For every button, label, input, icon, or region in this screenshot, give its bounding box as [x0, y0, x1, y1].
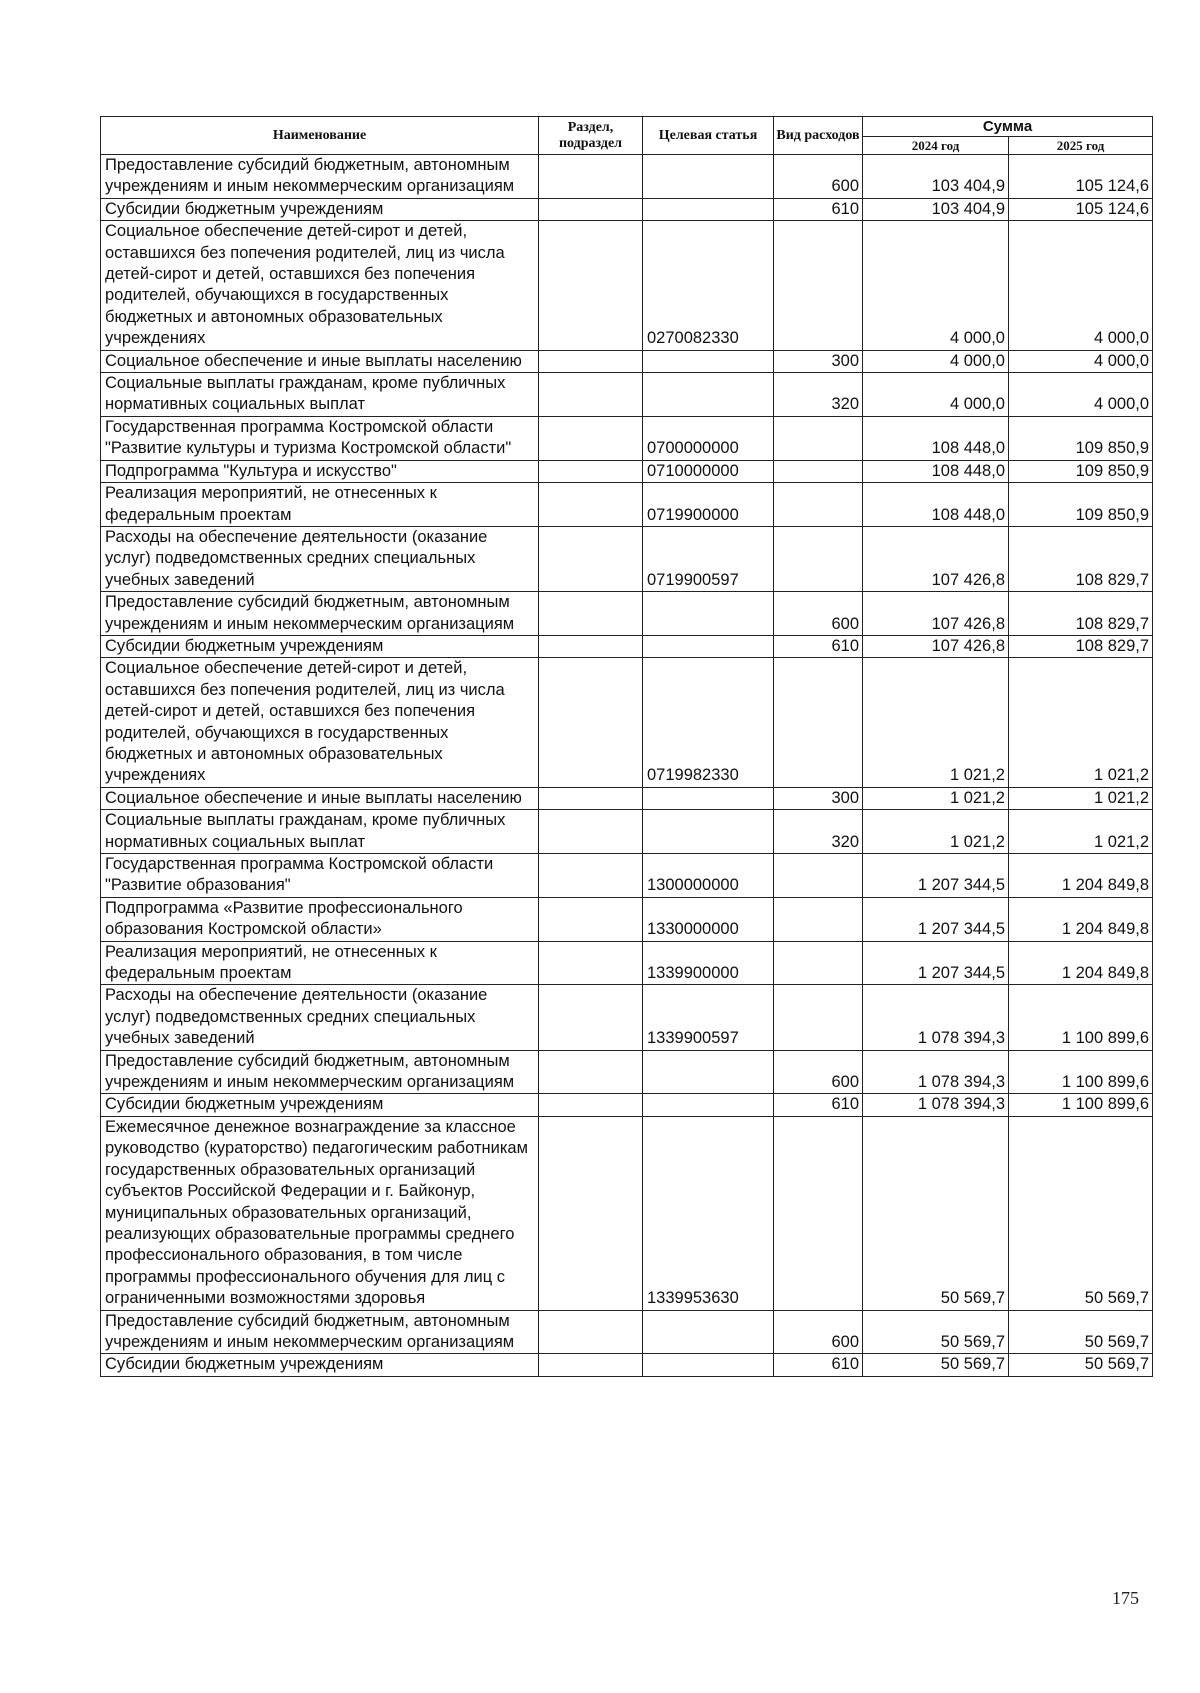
row-amount-2025: 1 100 899,6	[1009, 985, 1153, 1050]
row-kind: 300	[774, 350, 863, 372]
row-name: Реализация мероприятий, не отнесенных к федеральным проектам	[101, 483, 539, 527]
row-amount-2025: 50 569,7	[1009, 1116, 1153, 1310]
row-amount-2024: 4 000,0	[863, 373, 1009, 417]
row-name: Ежемесячное денежное вознаграждение за классное руководство (кураторство) педагогическим работникам государственных образовательных организаций субъектов Российской Федерации и г. Байконур, муниципальных образовательных организаций, реализующих образовательные программы среднего профессионального образования, в том числе программы профессионального обучения для лиц с ограниченными возможностями здоровья	[101, 1116, 539, 1310]
row-amount-2024: 4 000,0	[863, 350, 1009, 372]
row-amount-2025: 1 021,2	[1009, 810, 1153, 854]
table-row	[101, 198, 1153, 220]
row-name: Социальное обеспечение и иные выплаты населению	[101, 787, 539, 809]
row-amount-2024: 1 207 344,5	[863, 854, 1009, 898]
row-name: Предоставление субсидий бюджетным, автономным учреждениям и иным некоммерческим организациям	[101, 155, 539, 199]
row-name: Социальное обеспечение и иные выплаты населению	[101, 350, 539, 372]
row-section	[539, 1094, 643, 1116]
row-section	[539, 1116, 643, 1310]
row-target	[643, 1354, 774, 1376]
row-amount-2025: 105 124,6	[1009, 155, 1153, 199]
row-name: Субсидии бюджетным учреждениям	[101, 1094, 539, 1116]
row-kind	[774, 985, 863, 1050]
row-kind: 600	[774, 1310, 863, 1354]
row-name: Подпрограмма "Культура и искусство"	[101, 460, 539, 482]
row-section	[539, 1050, 643, 1094]
table-row	[101, 483, 1153, 527]
row-target: 0270082330	[643, 221, 774, 350]
row-target	[643, 787, 774, 809]
row-kind: 610	[774, 1094, 863, 1116]
row-amount-2025: 4 000,0	[1009, 373, 1153, 417]
row-amount-2024: 108 448,0	[863, 416, 1009, 460]
table-row	[101, 1310, 1153, 1354]
row-kind	[774, 1116, 863, 1310]
row-section	[539, 592, 643, 636]
row-target	[643, 350, 774, 372]
row-kind	[774, 460, 863, 482]
row-amount-2025: 1 204 849,8	[1009, 897, 1153, 941]
row-section	[539, 635, 643, 657]
table-row	[101, 1116, 1153, 1310]
row-target	[643, 592, 774, 636]
row-name: Расходы на обеспечение деятельности (оказание услуг) подведомственных средних специальных учебных заведений	[101, 985, 539, 1050]
row-amount-2024: 1 207 344,5	[863, 941, 1009, 985]
row-amount-2025: 1 100 899,6	[1009, 1094, 1153, 1116]
row-target	[643, 635, 774, 657]
row-section	[539, 483, 643, 527]
row-target	[643, 810, 774, 854]
row-kind: 600	[774, 1050, 863, 1094]
row-section	[539, 658, 643, 787]
header-sum: Сумма	[863, 117, 1153, 137]
row-kind: 600	[774, 592, 863, 636]
row-target: 1330000000	[643, 897, 774, 941]
row-amount-2025: 108 829,7	[1009, 635, 1153, 657]
row-amount-2024: 108 448,0	[863, 460, 1009, 482]
row-name: Субсидии бюджетным учреждениям	[101, 1354, 539, 1376]
row-kind	[774, 854, 863, 898]
table-row	[101, 658, 1153, 787]
budget-table	[100, 116, 1153, 1377]
row-amount-2024: 50 569,7	[863, 1354, 1009, 1376]
row-kind	[774, 941, 863, 985]
header-year-2024: 2024 год	[863, 137, 1009, 155]
row-section	[539, 373, 643, 417]
row-name: Предоставление субсидий бюджетным, автономным учреждениям и иным некоммерческим организациям	[101, 1050, 539, 1094]
row-target	[643, 373, 774, 417]
row-name: Субсидии бюджетным учреждениям	[101, 635, 539, 657]
row-amount-2025: 1 100 899,6	[1009, 1050, 1153, 1094]
table-row	[101, 592, 1153, 636]
row-target: 1339900000	[643, 941, 774, 985]
table-row	[101, 985, 1153, 1050]
row-target	[643, 1050, 774, 1094]
row-section	[539, 526, 643, 591]
row-kind	[774, 897, 863, 941]
row-amount-2024: 107 426,8	[863, 592, 1009, 636]
row-target: 0719900000	[643, 483, 774, 527]
row-amount-2025: 1 204 849,8	[1009, 854, 1153, 898]
row-amount-2025: 50 569,7	[1009, 1354, 1153, 1376]
row-target: 1339900597	[643, 985, 774, 1050]
row-target	[643, 1310, 774, 1354]
row-section	[539, 941, 643, 985]
row-amount-2025: 4 000,0	[1009, 350, 1153, 372]
row-amount-2025: 109 850,9	[1009, 483, 1153, 527]
row-section	[539, 416, 643, 460]
row-section	[539, 350, 643, 372]
row-amount-2025: 50 569,7	[1009, 1310, 1153, 1354]
row-amount-2024: 1 078 394,3	[863, 985, 1009, 1050]
row-section	[539, 155, 643, 199]
row-amount-2025: 108 829,7	[1009, 592, 1153, 636]
row-section	[539, 221, 643, 350]
row-amount-2025: 109 850,9	[1009, 460, 1153, 482]
row-name: Социальные выплаты гражданам, кроме публичных нормативных социальных выплат	[101, 810, 539, 854]
row-amount-2025: 1 204 849,8	[1009, 941, 1153, 985]
row-kind	[774, 221, 863, 350]
header-kind: Вид расходов	[774, 117, 863, 155]
row-name: Социальное обеспечение детей-сирот и детей, оставшихся без попечения родителей, лиц из числа детей-сирот и детей, оставшихся без попечения родителей, обучающихся в государственных бюджетных и автономных образовательных учреждениях	[101, 221, 539, 350]
table-row	[101, 1094, 1153, 1116]
header-year-2025: 2025 год	[1009, 137, 1153, 155]
row-kind: 610	[774, 635, 863, 657]
row-name: Предоставление субсидий бюджетным, автономным учреждениям и иным некоммерческим организациям	[101, 1310, 539, 1354]
table-row	[101, 854, 1153, 898]
row-kind	[774, 416, 863, 460]
row-target	[643, 1094, 774, 1116]
row-section	[539, 198, 643, 220]
row-kind: 600	[774, 155, 863, 199]
row-target: 0710000000	[643, 460, 774, 482]
row-amount-2024: 1 207 344,5	[863, 897, 1009, 941]
row-amount-2024: 1 021,2	[863, 658, 1009, 787]
table-row	[101, 526, 1153, 591]
row-amount-2024: 107 426,8	[863, 526, 1009, 591]
row-amount-2025: 108 829,7	[1009, 526, 1153, 591]
row-kind	[774, 483, 863, 527]
row-amount-2024: 1 078 394,3	[863, 1094, 1009, 1116]
row-amount-2025: 105 124,6	[1009, 198, 1153, 220]
row-target: 1339953630	[643, 1116, 774, 1310]
row-amount-2025: 4 000,0	[1009, 221, 1153, 350]
row-amount-2024: 107 426,8	[863, 635, 1009, 657]
row-target: 0700000000	[643, 416, 774, 460]
row-amount-2025: 1 021,2	[1009, 787, 1153, 809]
row-target: 0719982330	[643, 658, 774, 787]
row-section	[539, 810, 643, 854]
row-amount-2024: 108 448,0	[863, 483, 1009, 527]
table-row	[101, 941, 1153, 985]
row-name: Государственная программа Костромской области "Развитие культуры и туризма Костромской области"	[101, 416, 539, 460]
row-kind: 300	[774, 787, 863, 809]
row-amount-2024: 1 078 394,3	[863, 1050, 1009, 1094]
table-row	[101, 810, 1153, 854]
row-amount-2025: 109 850,9	[1009, 416, 1153, 460]
row-section	[539, 787, 643, 809]
row-target	[643, 198, 774, 220]
row-name: Государственная программа Костромской области "Развитие образования"	[101, 854, 539, 898]
row-kind: 320	[774, 373, 863, 417]
table-header	[101, 117, 1153, 155]
row-name: Социальное обеспечение детей-сирот и детей, оставшихся без попечения родителей, лиц из числа детей-сирот и детей, оставшихся без попечения родителей, обучающихся в государственных бюджетных и автономных образовательных учреждениях	[101, 658, 539, 787]
row-section	[539, 460, 643, 482]
table-body	[101, 155, 1153, 1377]
table-row	[101, 350, 1153, 372]
row-section	[539, 854, 643, 898]
row-name: Предоставление субсидий бюджетным, автономным учреждениям и иным некоммерческим организациям	[101, 592, 539, 636]
row-kind: 610	[774, 1354, 863, 1376]
table-row	[101, 787, 1153, 809]
table-row	[101, 221, 1153, 350]
row-kind	[774, 658, 863, 787]
row-target: 0719900597	[643, 526, 774, 591]
table-row	[101, 1050, 1153, 1094]
table-row	[101, 635, 1153, 657]
table-row	[101, 897, 1153, 941]
row-name: Субсидии бюджетным учреждениям	[101, 198, 539, 220]
row-section	[539, 985, 643, 1050]
row-kind	[774, 526, 863, 591]
row-section	[539, 1354, 643, 1376]
row-amount-2024: 103 404,9	[863, 198, 1009, 220]
row-target	[643, 155, 774, 199]
row-name: Расходы на обеспечение деятельности (оказание услуг) подведомственных средних специальных учебных заведений	[101, 526, 539, 591]
row-amount-2024: 1 021,2	[863, 787, 1009, 809]
table-row	[101, 416, 1153, 460]
row-target: 1300000000	[643, 854, 774, 898]
row-amount-2025: 1 021,2	[1009, 658, 1153, 787]
row-amount-2024: 50 569,7	[863, 1310, 1009, 1354]
header-name: Наименование	[101, 117, 539, 155]
table-row	[101, 155, 1153, 199]
header-target: Целевая статья	[643, 117, 774, 155]
row-section	[539, 1310, 643, 1354]
row-name: Реализация мероприятий, не отнесенных к федеральным проектам	[101, 941, 539, 985]
row-amount-2024: 50 569,7	[863, 1116, 1009, 1310]
row-amount-2024: 1 021,2	[863, 810, 1009, 854]
page-number: 175	[1112, 1588, 1139, 1608]
row-section	[539, 897, 643, 941]
table-row	[101, 1354, 1153, 1376]
row-kind: 320	[774, 810, 863, 854]
row-name: Социальные выплаты гражданам, кроме публичных нормативных социальных выплат	[101, 373, 539, 417]
row-amount-2024: 103 404,9	[863, 155, 1009, 199]
row-kind: 610	[774, 198, 863, 220]
table-row	[101, 460, 1153, 482]
header-section: Раздел, подраздел	[539, 117, 643, 155]
row-name: Подпрограмма «Развитие профессионального образования Костромской области»	[101, 897, 539, 941]
row-amount-2024: 4 000,0	[863, 221, 1009, 350]
table-row	[101, 373, 1153, 417]
